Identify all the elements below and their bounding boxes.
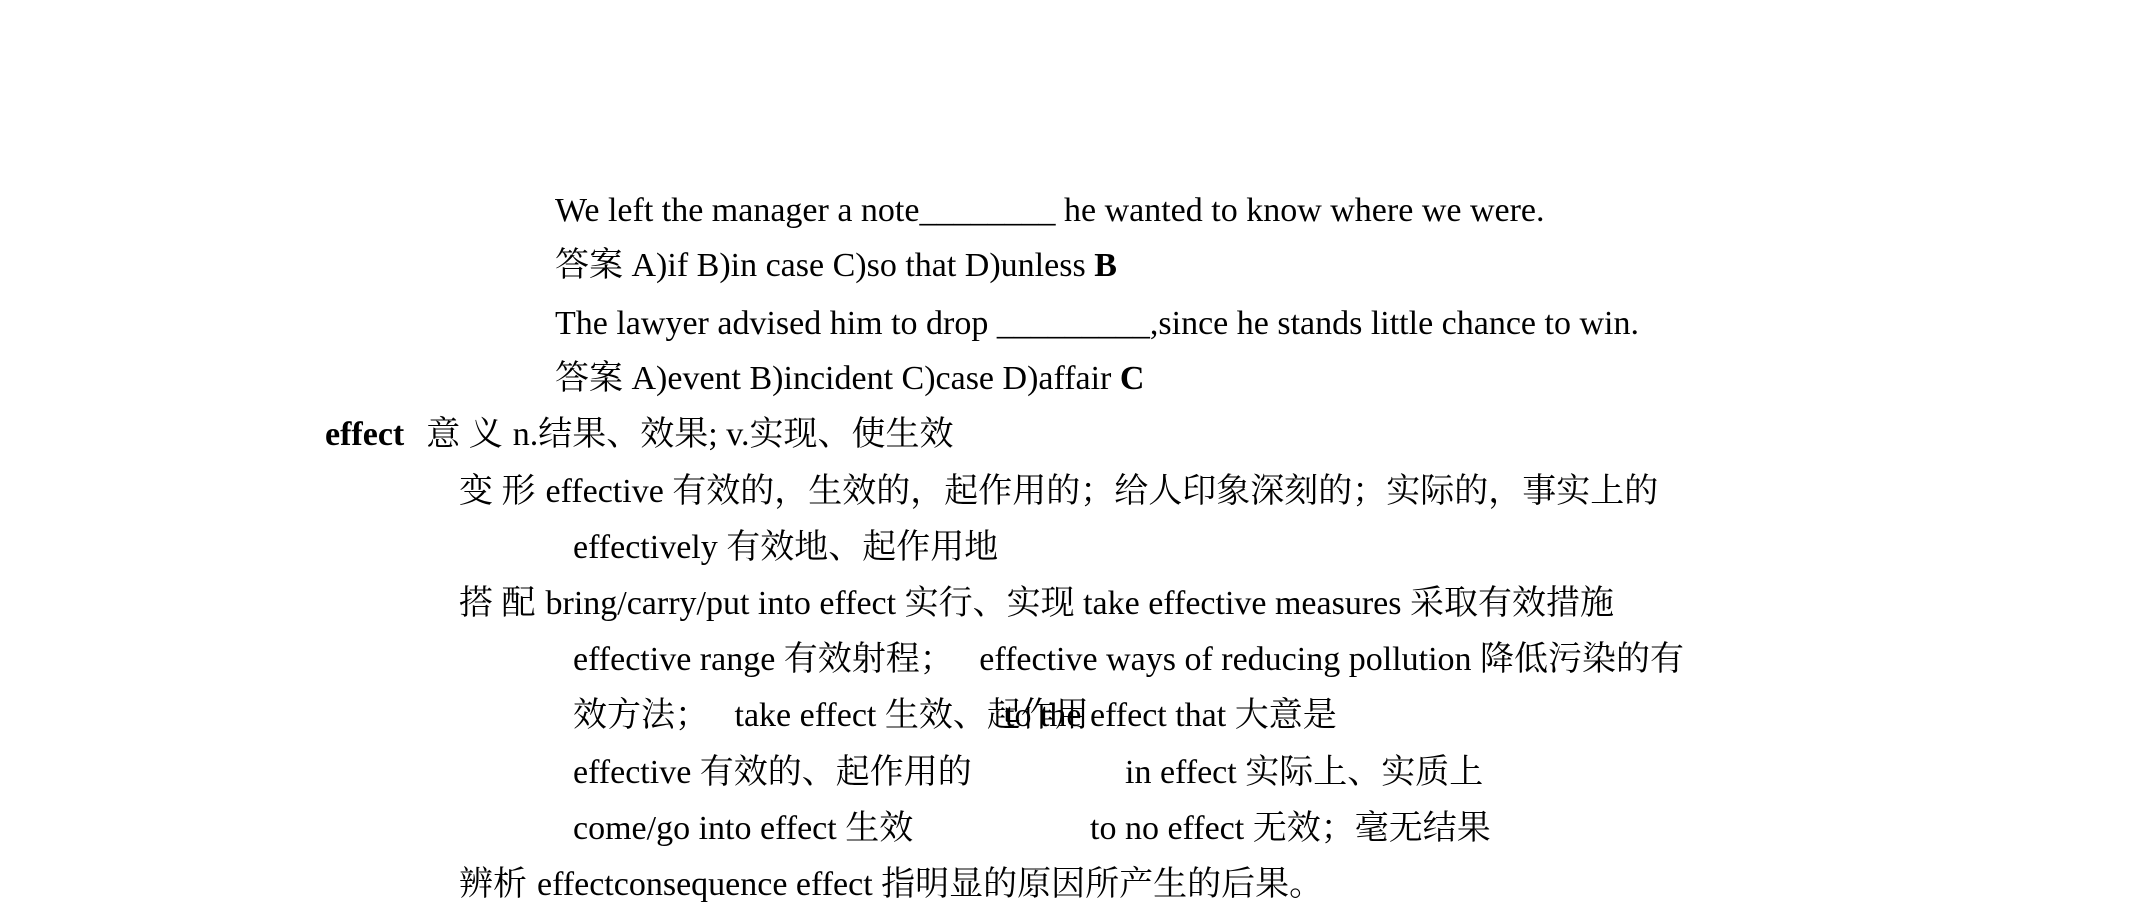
collocations-line-2 [573, 638, 1684, 682]
collocations-line-3b [1005, 694, 1337, 738]
forms-line-1 [459, 470, 1658, 514]
collocations-label: 搭 配 [459, 585, 536, 622]
question-2-prefix: The lawyer advised him to drop [555, 305, 997, 342]
answer-2-options: 答案 A)event B)incident C)case D)affair [555, 360, 1120, 397]
question-2-suffix: ,since he stands little chance to win. [1149, 305, 1639, 342]
forms-line-2 [573, 526, 998, 570]
question-2-blank: _________ [996, 305, 1150, 342]
forms-label: 变 形 [459, 473, 536, 510]
answer-1-key: B [1094, 247, 1117, 284]
collocations-text-3b: to the effect that 大意是 [1005, 697, 1337, 734]
forms-text-2: effectively 有效地、起作用地 [573, 529, 999, 566]
meaning-label: 意 义 [426, 416, 503, 453]
collocations-text-5a: come/go into effect 生效 [573, 810, 914, 847]
question-1-blank: ________ [919, 192, 1056, 229]
question-1-suffix: he wanted to know where we were. [1055, 192, 1545, 229]
collocations-line-1 [459, 582, 1614, 626]
analysis-text: effectconsequence effect 指明显的原因所产生的后果。 [537, 866, 1324, 903]
headword: effect [325, 416, 405, 453]
answer-2-key: C [1119, 360, 1145, 397]
collocations-line-5a [573, 807, 913, 851]
question-1 [555, 189, 1545, 233]
forms-text-1: effective 有效的，生效的，起作用的；给人印象深刻的；实际的，事实上的 [545, 473, 1659, 510]
collocations-line-5b [1090, 807, 1491, 851]
answer-1-options: 答案 A)if B)in case C)so that D)unless [555, 247, 1095, 284]
collocations-text-3a: 效方法； take effect 生效、起作用 [573, 697, 1089, 734]
collocations-text-4b: in effect 实际上、实质上 [1125, 754, 1484, 791]
collocations-text-4a: effective 有效的、起作用的 [573, 754, 972, 791]
meaning-text: n.结果、效果; v.实现、使生效 [512, 416, 954, 453]
analysis-label: 辨析 [459, 866, 527, 903]
question-2 [555, 302, 1639, 346]
collocations-line-4a [573, 751, 972, 795]
collocations-text-1: bring/carry/put into effect 实行、实现 take effective measures 采取有效措施 [545, 585, 1614, 622]
collocations-text-2: effective range 有效射程； effective ways of reducing pollution 降低污染的有 [573, 641, 1685, 678]
collocations-text-5b: to no effect 无效；毫无结果 [1090, 810, 1491, 847]
answer-2 [555, 357, 1144, 401]
collocations-line-4b [1125, 751, 1483, 795]
entry-heading [325, 413, 954, 457]
analysis-line [459, 863, 1323, 907]
answer-1 [555, 244, 1117, 288]
question-1-prefix: We left the manager a note [555, 192, 920, 229]
